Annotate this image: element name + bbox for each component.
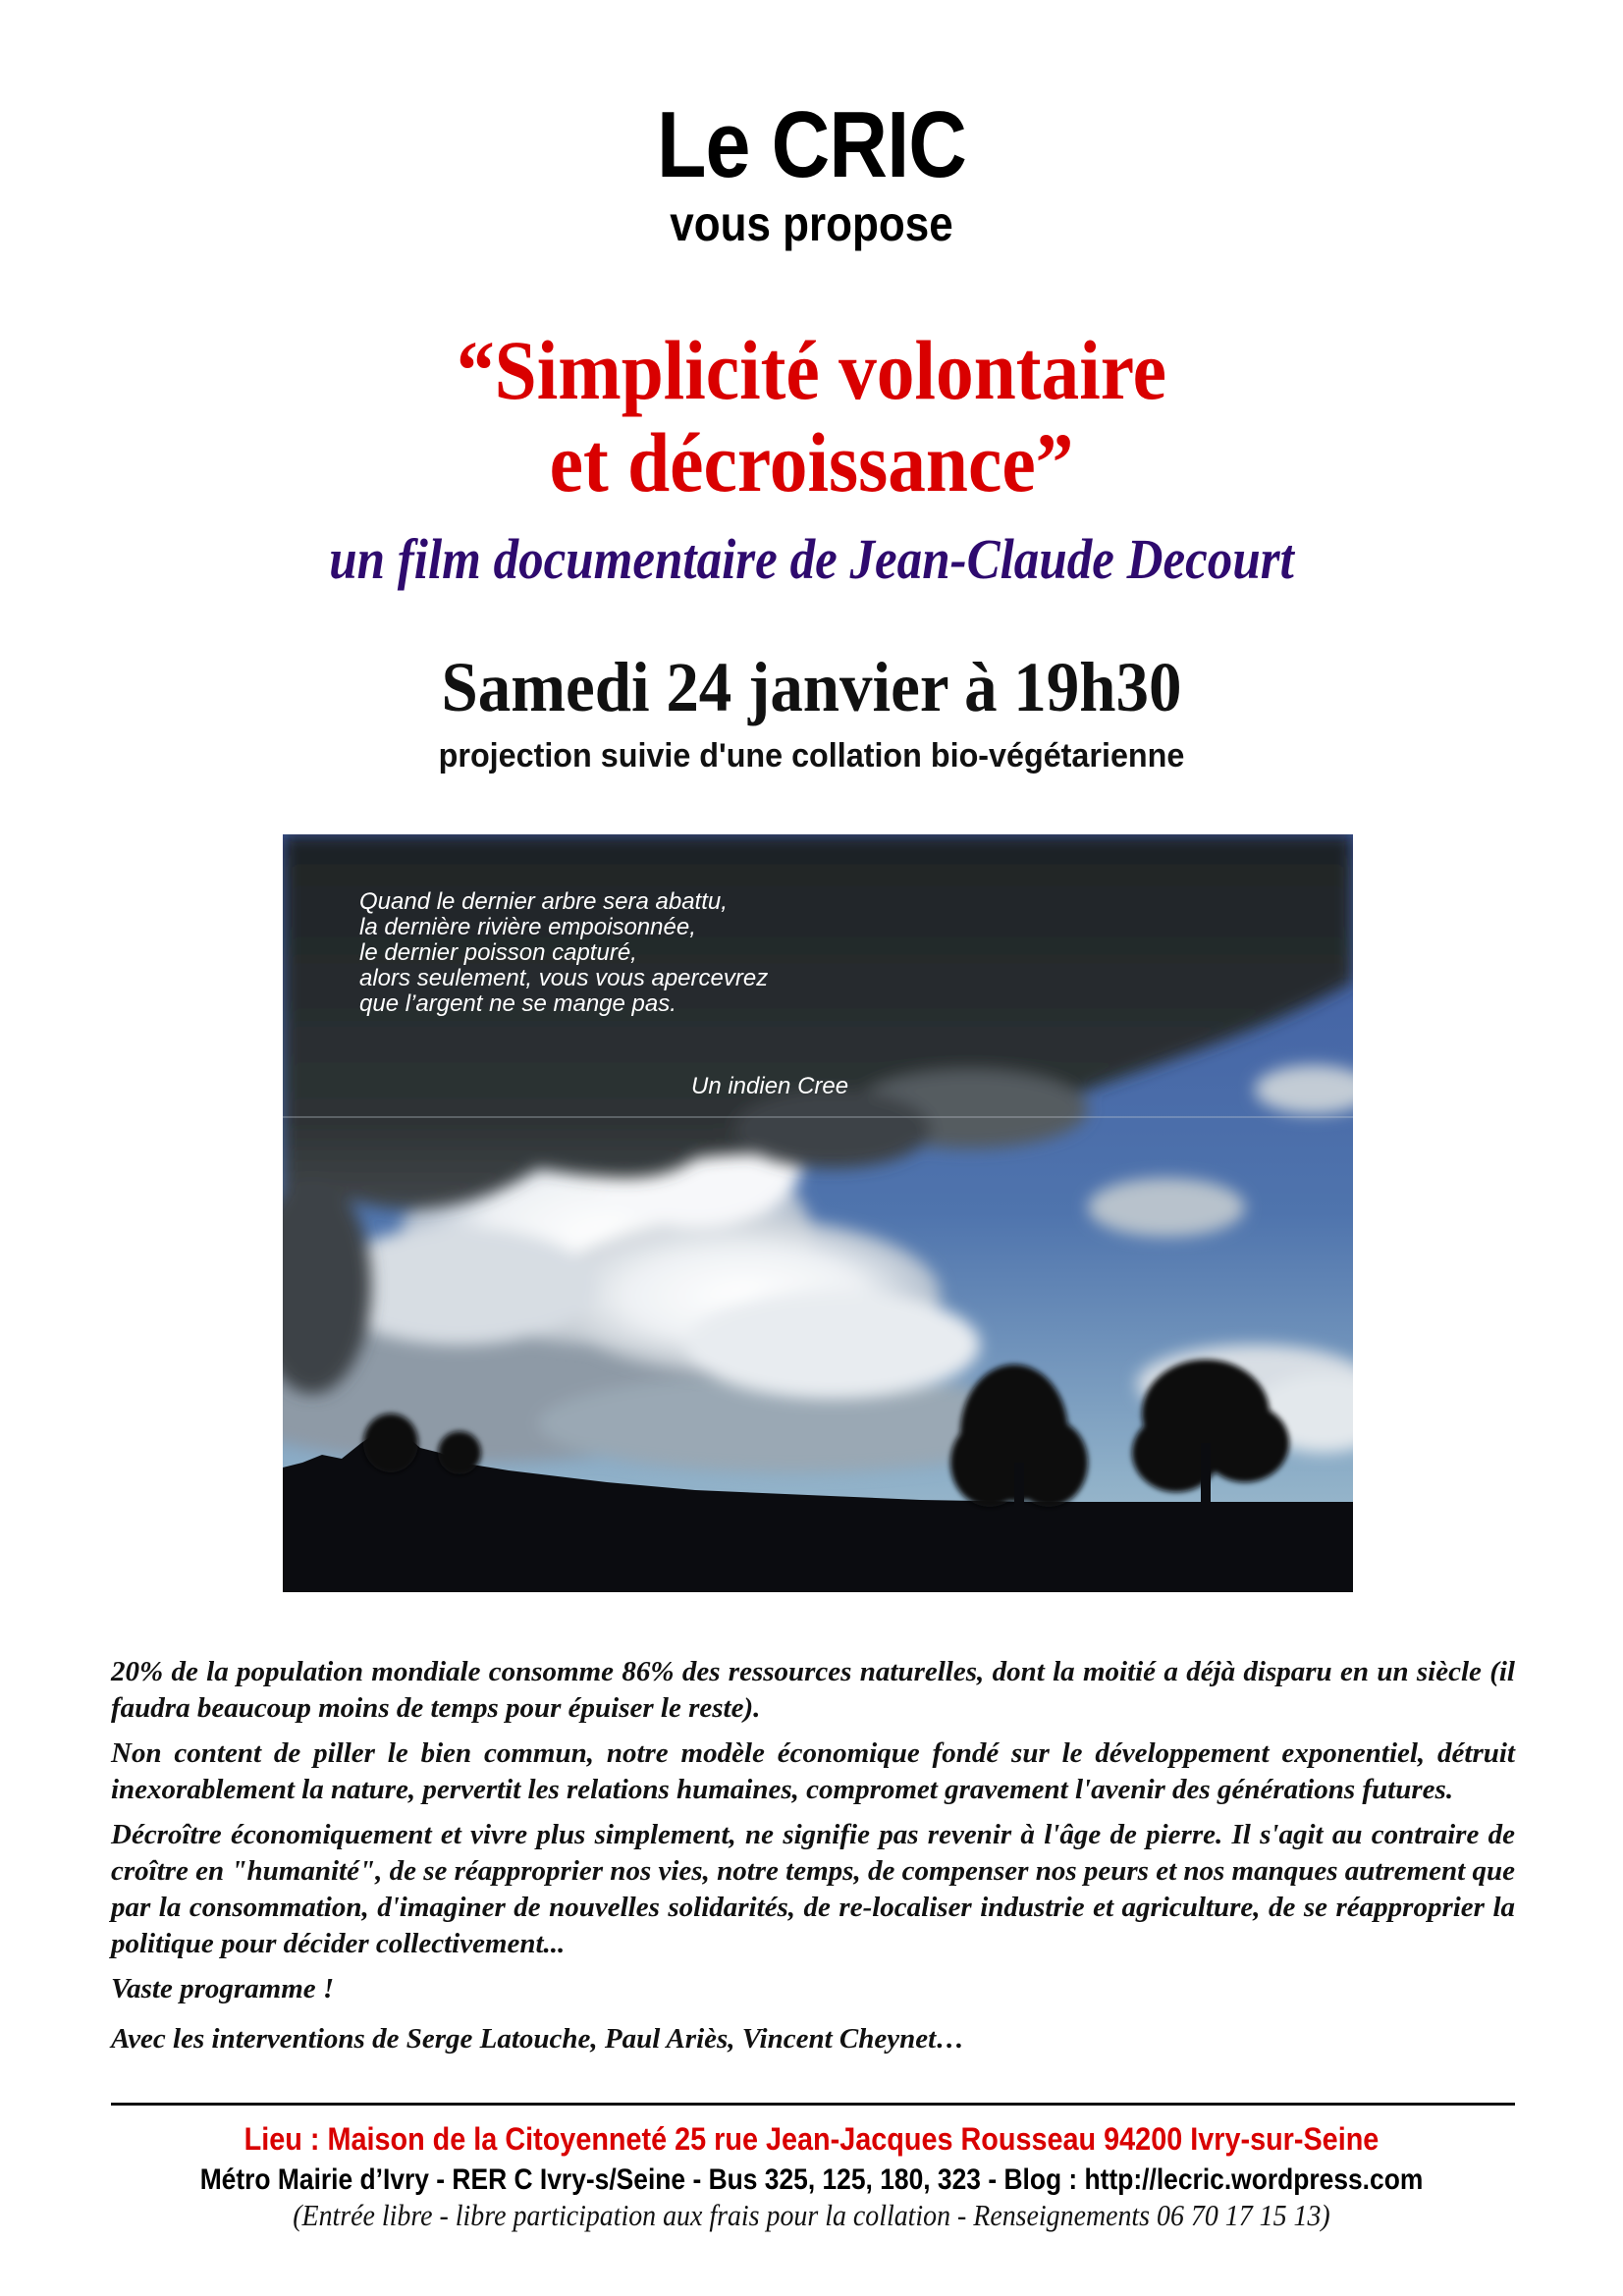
poster-photo bbox=[283, 834, 1353, 1592]
horizontal-divider bbox=[111, 2103, 1515, 2106]
entry-info: (Entrée libre - libre participation aux frais pour la collation - Renseignements 06 70 17 15 13) bbox=[293, 2198, 1330, 2232]
body-text bbox=[111, 1654, 1515, 2066]
quote-line: que l’argent ne se mange pas. bbox=[359, 990, 676, 1017]
quote-attribution: Un indien Cree bbox=[691, 1073, 849, 1099]
body-paragraph: Non content de piller le bien commun, notre modèle économique fondé sur le développement exponentiel, détruit inexorablement la nature, pervertit les relations humaines, compromet gravement l'avenir des générations futures. bbox=[111, 1737, 1515, 1805]
cree-quote bbox=[359, 889, 768, 1017]
body-paragraph: Avec les interventions de Serge Latouche, Paul Ariès, Vincent Cheynet… bbox=[111, 2023, 965, 2055]
body-paragraph: Décroître économiquement et vivre plus simplement, ne signifie pas revenir à l'âge de pierre. Il s'agit au contraire de croître en "humanité", de se réapproprier nos vies, notre temps, de compenser nos peurs et nos manques autrement que par la consommation, d'imaginer de nouvelles solidarités, de re-localiser industrie et agriculture, de se réapproprier la politique pour décider collectivement... bbox=[111, 1819, 1515, 1959]
organization-name: Le CRIC bbox=[656, 92, 967, 197]
quote-line: la dernière rivière empoisonnée, bbox=[359, 914, 696, 940]
event-description: projection suivie d'une collation bio-végétarienne bbox=[438, 737, 1185, 774]
venue-address: Lieu : Maison de la Citoyenneté 25 rue Jean-Jacques Rousseau 94200 Ivry-sur-Seine bbox=[243, 2121, 1380, 2157]
quote-line: alors seulement, vous vous apercevrez bbox=[359, 965, 769, 991]
body-paragraph: 20% de la population mondiale consomme 86% des ressources naturelles, dont la moitié a déjà disparu en un siècle (il faudra beaucoup moins de temps pour épuiser le reste). bbox=[111, 1656, 1515, 1724]
film-title-line-2: et décroissance” bbox=[549, 415, 1074, 509]
film-title-line-1: “Simplicité volontaire bbox=[456, 323, 1167, 417]
body-paragraph: Vaste programme ! bbox=[111, 1973, 335, 2004]
film-title bbox=[81, 324, 1542, 508]
organization-subtitle: vous propose bbox=[670, 196, 953, 251]
quote-line: le dernier poisson capturé, bbox=[359, 939, 637, 966]
film-author-line: un film documentaire de Jean-Claude Decourt bbox=[329, 527, 1294, 591]
quote-line: Quand le dernier arbre sera abattu, bbox=[359, 888, 728, 915]
event-date-time: Samedi 24 janvier à 19h30 bbox=[441, 648, 1182, 726]
transport-and-blog: Métro Mairie d’Ivry - RER C Ivry-s/Seine - Bus 325, 125, 180, 323 - Blog : http://lecric.wordpress.com bbox=[199, 2163, 1424, 2196]
